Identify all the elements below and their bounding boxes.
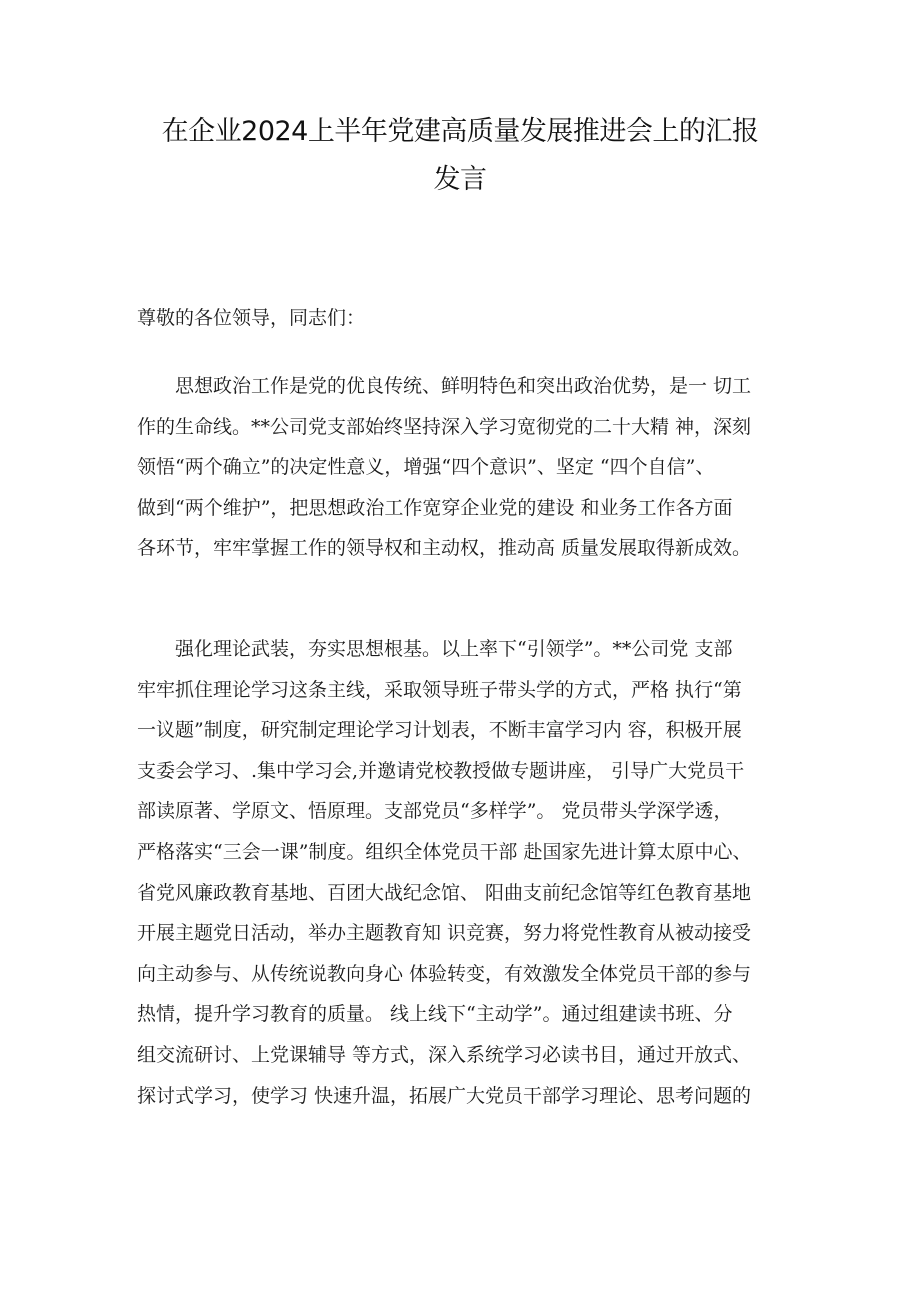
text-line: 向主动参与、从传统说教向身心 体验转变，有效激发全体党员干部的参与 bbox=[137, 962, 752, 985]
text-line: 作的生命线。**公司党支部始终坚持深入学习宽彻党的二十大精 神，深刻 bbox=[137, 415, 752, 438]
text-line: 支委会学习、.集中学习会,并邀请党校教授做专题讲座， 引导广大党员干 bbox=[137, 759, 745, 782]
text-line: 开展主题党日活动，举办主题教育知 识竞赛，努力将党性教育从被动接受 bbox=[137, 922, 752, 945]
text-line: 探讨式学习，使学习 快速升温，拓展广大党员干部学习理论、思考问题的 bbox=[137, 1084, 752, 1107]
text-line: 严格落实“三会一课”制度。组织全体党员干部 赴国家先进计算太原中心、 bbox=[137, 840, 752, 863]
paragraph-1 bbox=[137, 366, 797, 569]
text-line: 强化理论武装，夯实思想根基。以上率下“引领学”。**公司党 支部 bbox=[175, 638, 733, 660]
document-title bbox=[120, 108, 800, 204]
text-line: 一议题”制度，研究制定理论学习计划表，不断丰富学习内 容，积极开展 bbox=[137, 719, 742, 742]
text-line: 热情，提升学习教育的质量。 线上线下“主动学”。通过组建读书班、分 bbox=[137, 1003, 733, 1026]
salutation: 尊敬的各位领导，同志们： bbox=[137, 307, 366, 329]
text-line: 牢牢抓住理论学习这条主线，采取领导班子带头学的方式，严格 执行“第 bbox=[137, 678, 742, 701]
text-line: 省党风廉政教育基地、百团大战纪念馆、 阳曲支前纪念馆等红色教育基地 bbox=[137, 881, 752, 904]
paragraph-2 bbox=[137, 629, 797, 1116]
text-line: 部读原著、学原文、悟原理。支部党员“多样学”。 党员带头学深学透， bbox=[137, 800, 733, 823]
text-line: 领悟“两个确立”的决定性意义，增强“四个意识”、坚定 “四个自信”、 bbox=[137, 456, 715, 479]
title-line: 在企业2024上半年党建高质量发展推进会上的汇报 bbox=[161, 116, 759, 147]
text-line: 各环节，牢牢掌握工作的领导权和主动权，推动高 质量发展取得新成效。 bbox=[137, 537, 752, 560]
title-line: 发言 bbox=[433, 164, 487, 195]
text-line: 做到“两个维护”，把思想政治工作宽穿企业党的建设 和业务工作各方面 bbox=[137, 496, 733, 519]
text-line: 思想政治工作是党的优良传统、鲜明特色和突出政治优势，是一 切工 bbox=[175, 375, 752, 397]
text-line: 组交流研讨、上党课辅导 等方式，深入系统学习必读书目，通过开放式、 bbox=[137, 1043, 752, 1066]
